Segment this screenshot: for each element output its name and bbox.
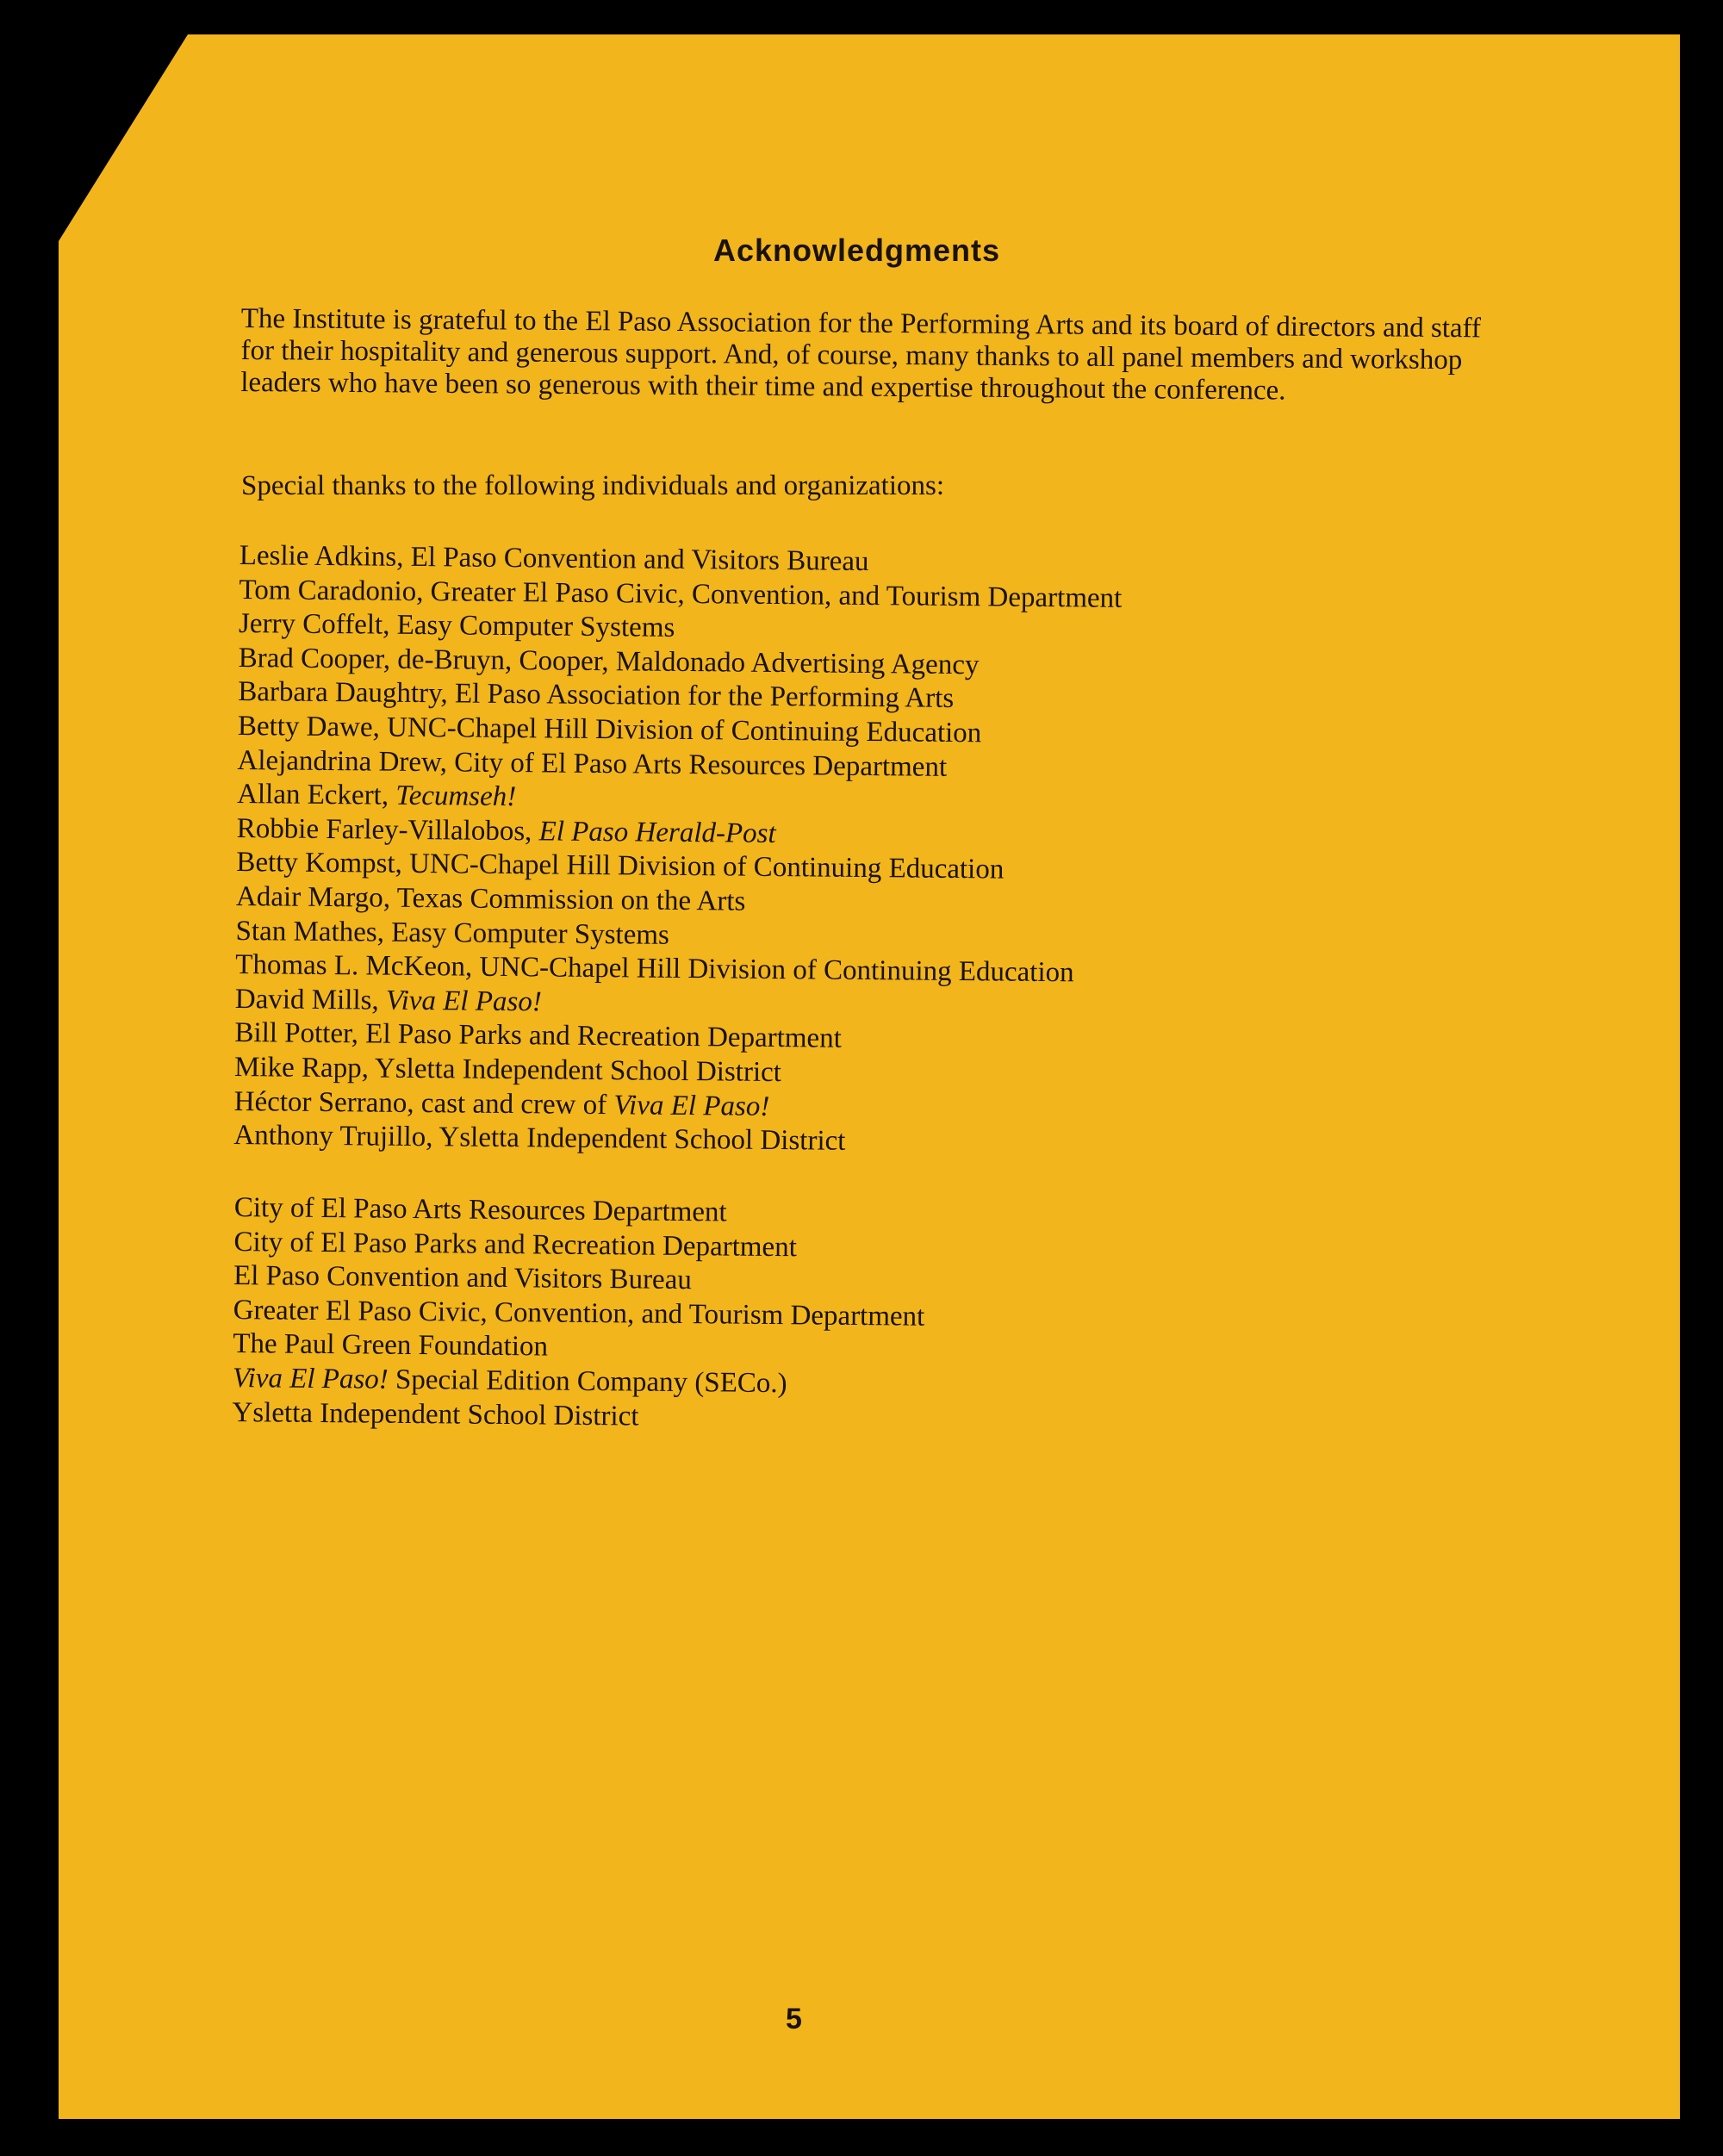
list-item: Betty Kompst, UNC-Chapel Hill Division of Continuing Education — [236, 847, 1005, 885]
people-list — [233, 539, 1123, 1161]
list-item: Mike Rapp, Ysletta Independent School District — [233, 1051, 782, 1088]
list-item: Adair Margo, Texas Commission on the Arts — [235, 880, 746, 917]
organizations-list — [232, 1191, 925, 1437]
list-item: City of El Paso Arts Resources Department — [233, 1192, 727, 1228]
list-item: Greater El Paso Civic, Convention, and Tourism Department — [233, 1294, 925, 1333]
list-item: The Paul Green Foundation — [233, 1328, 549, 1363]
page-heading: Acknowledgments — [713, 233, 1001, 268]
page-number: 5 — [786, 2003, 802, 2035]
intro-paragraph: The Institute is grateful to the El Paso Association for the Performing Arts and its board of directors and staff for their hospitality and generous support. And, of course, many thanks to all panel members and workshop leaders who have been so generous with their time and expertise throughout the conference. — [240, 303, 1482, 407]
list-item: David Mills, Viva El Paso! — [234, 983, 542, 1018]
list-item: Bill Potter, El Paso Parks and Recreation Department — [234, 1017, 843, 1055]
list-item: Tom Caradonio, Greater El Paso Civic, Convention, and Tourism Department — [239, 574, 1123, 614]
list-item: Betty Dawe, UNC-Chapel Hill Division of Continuing Education — [237, 710, 982, 749]
list-item: City of El Paso Parks and Recreation Department — [233, 1226, 798, 1263]
list-item: Thomas L. McKeon, UNC-Chapel Hill Division of Continuing Education — [235, 949, 1074, 989]
list-item: Viva El Paso! Special Edition Company (SECo.) — [232, 1362, 787, 1400]
special-thanks-line: Special thanks to the following individuals and organizations: — [241, 470, 945, 501]
list-item: El Paso Convention and Visitors Bureau — [233, 1260, 693, 1296]
list-item: Anthony Trujillo, Ysletta Independent School District — [233, 1120, 846, 1157]
list-item: Héctor Serrano, cast and crew of Viva El Paso! — [233, 1085, 770, 1122]
list-item: Alejandrina Drew, City of El Paso Arts Resources Department — [237, 744, 948, 783]
list-item: Jerry Coffelt, Easy Computer Systems — [238, 608, 675, 644]
list-item: Robbie Farley-Villalobos, El Paso Herald-Post — [236, 812, 776, 849]
list-item: Leslie Adkins, El Paso Convention and Visitors Bureau — [239, 539, 869, 578]
list-item: Ysletta Independent School District — [232, 1396, 639, 1432]
list-item: Brad Cooper, de-Bruyn, Cooper, Maldonado Advertising Agency — [238, 642, 980, 681]
list-item: Allan Eckert, Tecumseh! — [236, 779, 517, 813]
list-item: Stan Mathes, Easy Computer Systems — [235, 915, 670, 951]
list-item: Barbara Daughtry, El Paso Association for the Performing Arts — [238, 676, 955, 715]
